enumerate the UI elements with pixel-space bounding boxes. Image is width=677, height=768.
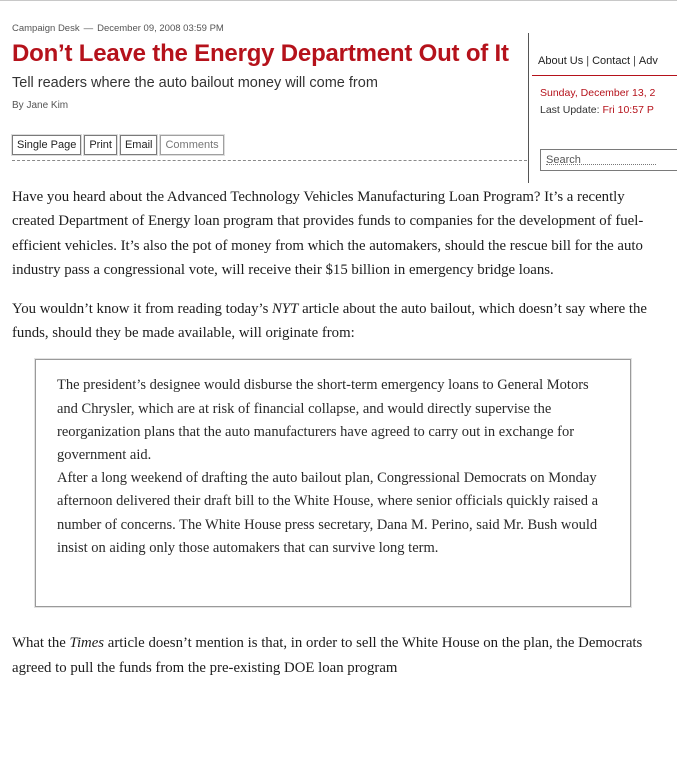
nyt-reference: NYT	[272, 300, 299, 317]
search-box	[540, 149, 677, 171]
nav-separator: |	[586, 55, 590, 67]
search-input[interactable]	[541, 151, 676, 169]
article-body	[12, 185, 667, 680]
paragraph-3-text-b: article doesn’t mention is that, in order to sell the White House on the plan, the Democrats agreed to pull the funds from the pre-existing DOE loan program	[12, 635, 643, 676]
article-headline: Don’t Leave the Energy Department Out of It	[12, 40, 509, 67]
comments-button[interactable]: Comments	[160, 135, 223, 155]
paragraph-2-text-b: article about the auto bailout, which doesn’t say where the funds, should they be made available, will originate from:	[12, 300, 647, 342]
article-tools	[12, 135, 224, 155]
paragraph-3-text-a: What the	[12, 635, 70, 652]
blockquote	[35, 359, 631, 607]
article-dek: Tell readers where the auto bailout money will come from	[12, 75, 378, 91]
nav-about-us[interactable]: About Us	[538, 55, 584, 67]
sidebar-nav	[532, 46, 677, 76]
nav-contact[interactable]: Contact	[592, 55, 631, 67]
body-paragraph-1: Have you heard about the Advanced Technology Vehicles Manufacturing Loan Program? It’s a recently created Department of Energy loan program that provides funds to companies for the development of fuel-efficient vehicles. It’s also the pot of money from which the automakers, should the rescue bill for the auto industry pass a congressional vote, will receive their $15 billion in emergency bridge loans.	[12, 189, 644, 279]
last-update	[540, 104, 677, 116]
times-reference: Times	[69, 635, 105, 652]
article-kicker	[12, 23, 224, 34]
quote-paragraph-1: The president’s designee would disburse the short-term emergency loans to General Motors and Chrysler, which are at risk of financial collapse, and would directly supervise the reorganization plans that the auto manufacturers have agreed to carry out in exchange for government aid.	[57, 377, 589, 464]
single-page-button[interactable]: Single Page	[12, 135, 81, 155]
body-paragraph-2	[12, 297, 667, 346]
last-update-label: Last Update:	[540, 104, 600, 116]
section-link[interactable]: Campaign Desk	[12, 23, 80, 34]
header-divider	[12, 160, 527, 161]
article-timestamp: December 09, 2008 03:59 PM	[97, 23, 224, 34]
last-update-value: Fri 10:57 P	[602, 104, 654, 116]
nav-separator: |	[633, 55, 636, 67]
search-underline	[546, 164, 656, 165]
date-box	[532, 76, 677, 116]
kicker-separator: —	[83, 23, 94, 34]
current-date: Sunday, December 13, 2	[540, 87, 656, 99]
nav-advertise[interactable]: Adv	[638, 55, 658, 67]
sidebar-divider	[528, 33, 529, 183]
body-paragraph-3	[12, 631, 667, 680]
paragraph-2-text-a: You wouldn’t know it from reading today’s	[12, 300, 273, 317]
article-byline[interactable]: By Jane Kim	[12, 100, 69, 111]
email-button[interactable]: Email	[120, 135, 158, 155]
top-border	[0, 0, 677, 1]
print-button[interactable]: Print	[84, 135, 117, 155]
quote-paragraph-2: After a long weekend of drafting the auto bailout plan, Congressional Democrats on Monday afternoon delivered their draft bill to the White House, where senior officials quickly raised a number of concerns. The White House press secretary, Dana M. Perino, said Mr. Bush would insist on aiding only those automakers that can survive long term.	[57, 470, 599, 556]
sidebar	[532, 46, 677, 116]
